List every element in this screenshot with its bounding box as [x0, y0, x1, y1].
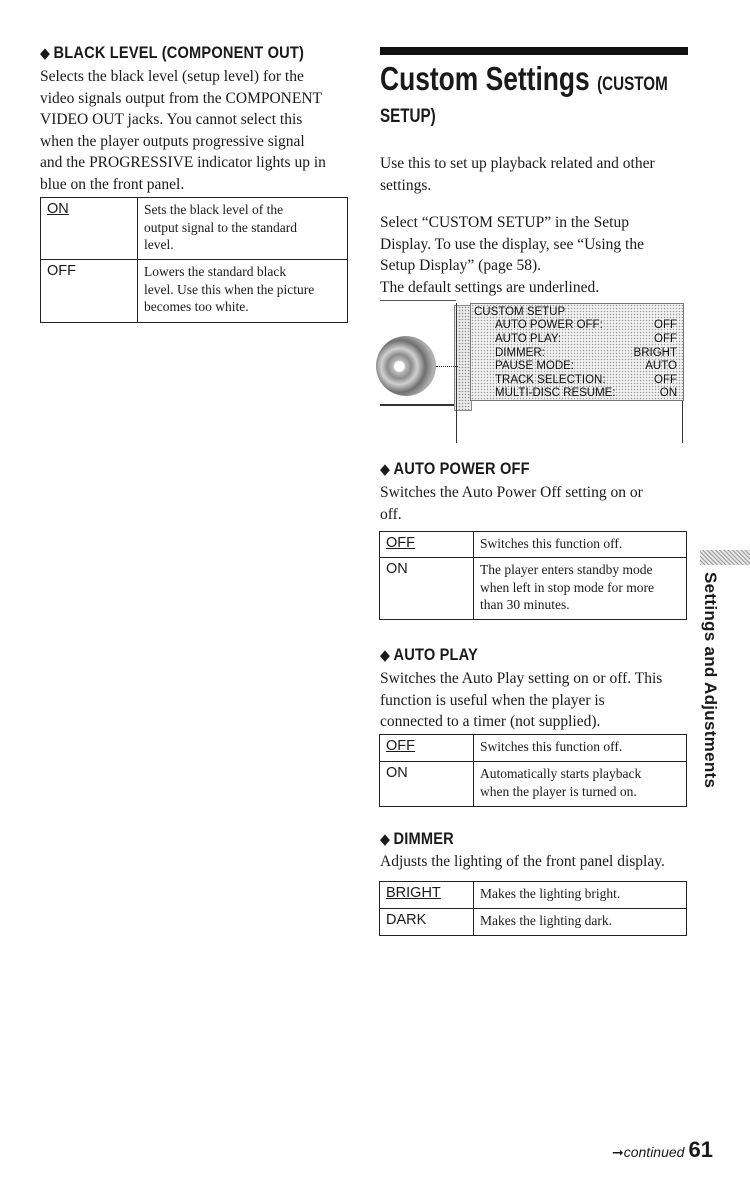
menu-item-label: AUTO PLAY: — [495, 333, 562, 345]
menu-item — [471, 347, 683, 360]
bullet-diamond-icon: ◆ — [40, 45, 51, 62]
page-title — [380, 60, 668, 98]
option-description — [138, 260, 348, 323]
text-line: function is useful when the player is — [380, 691, 605, 709]
side-tab-marker — [700, 550, 750, 565]
default-option: BRIGHT — [386, 885, 441, 901]
continued-arrow-icon: ➞ — [612, 1144, 624, 1160]
option-key: ON — [380, 762, 474, 807]
option-key — [380, 735, 474, 762]
auto-power-off-heading — [380, 459, 530, 479]
option-key: ON — [380, 558, 474, 620]
text-line: Switches the Auto Play setting on or off. This — [380, 670, 663, 687]
menu-item-value: OFF — [654, 374, 677, 386]
desc-line: becomes too white. — [144, 299, 249, 314]
page-subtitle: SETUP) — [380, 106, 436, 127]
auto-play-table — [379, 734, 687, 807]
auto-power-off-table — [379, 531, 687, 620]
text-line: VIDEO OUT jacks. You cannot select this — [40, 111, 303, 128]
text-line: Use this to set up playback related and other — [380, 155, 655, 172]
text-line: Switches the Auto Power Off setting on or — [380, 484, 643, 501]
menu-item-label: AUTO POWER OFF: — [495, 319, 603, 331]
auto-play-description — [380, 668, 710, 733]
side-tab-label: Settings and Adjustments — [701, 572, 720, 789]
table-row — [380, 762, 687, 807]
bullet-diamond-icon: ◆ — [380, 461, 391, 478]
text-line: The default settings are underlined. — [380, 278, 600, 296]
menu-item — [471, 319, 683, 332]
option-description — [474, 882, 687, 909]
menu-item-value: OFF — [654, 333, 677, 345]
option-key: DARK — [380, 909, 474, 936]
text-line: Adjusts the lighting of the front panel display. — [380, 853, 665, 870]
option-key — [41, 198, 138, 260]
black-level-description — [40, 66, 360, 195]
footer — [612, 1137, 713, 1163]
menu-item-value: OFF — [654, 319, 677, 331]
page-title-main: Custom Settings — [380, 60, 590, 97]
option-description — [474, 762, 687, 807]
auto-power-off-heading-text: AUTO POWER OFF — [393, 459, 530, 478]
divider — [380, 404, 456, 406]
option-description — [474, 735, 687, 762]
dimmer-description — [380, 851, 710, 873]
dimmer-table — [379, 881, 687, 936]
menu-header: CUSTOM SETUP — [474, 306, 566, 318]
menu-item-label: TRACK SELECTION: — [495, 374, 606, 386]
disc-icon — [365, 325, 447, 407]
divider — [380, 300, 456, 301]
auto-power-off-description — [380, 482, 700, 525]
desc-line: The player enters standby mode — [480, 562, 653, 577]
option-key — [380, 532, 474, 558]
bullet-diamond-icon: ◆ — [380, 647, 391, 664]
menu-item-value: BRIGHT — [633, 347, 677, 359]
continued-label: continued — [623, 1144, 685, 1160]
table-row — [380, 909, 687, 936]
custom-setup-menu — [470, 303, 684, 401]
option-key: OFF — [41, 260, 138, 323]
desc-line: level. — [144, 237, 174, 252]
desc-line: Switches this function off. — [480, 739, 623, 754]
desc-line: Lowers the standard black — [144, 264, 287, 279]
auto-play-heading — [380, 645, 478, 665]
desc-line: Automatically starts playback — [480, 766, 642, 781]
menu-item-label: DIMMER: — [495, 347, 545, 359]
page-number: 61 — [688, 1137, 713, 1162]
desc-line: level. Use this when the picture — [144, 281, 315, 297]
intro-paragraph — [380, 153, 700, 196]
desc-line: Makes the lighting dark. — [480, 913, 612, 928]
dimmer-heading-text: DIMMER — [393, 829, 454, 848]
text-line: Setup Display” (page 58). — [380, 257, 541, 274]
instruction-paragraph — [380, 212, 700, 298]
frame-left-line — [456, 303, 457, 443]
text-line: off. — [380, 505, 402, 523]
table-row — [380, 532, 687, 558]
desc-line: Switches this function off. — [480, 536, 623, 551]
menu-item-value: ON — [659, 387, 677, 399]
menu-item — [471, 360, 683, 373]
option-description — [138, 198, 348, 260]
text-line: connected to a timer (not supplied). — [380, 713, 601, 730]
text-line: video signals output from the COMPONENT — [40, 89, 322, 107]
option-description — [474, 558, 687, 620]
table-row — [41, 198, 348, 260]
bullet-diamond-icon: ◆ — [380, 831, 391, 848]
black-level-heading-text: BLACK LEVEL (COMPONENT OUT) — [53, 43, 305, 62]
menu-item-label: MULTI-DISC RESUME: — [495, 387, 616, 399]
desc-line: Sets the black level of the — [144, 202, 284, 217]
option-description — [474, 909, 687, 936]
menu-item-label: PAUSE MODE: — [495, 360, 575, 372]
default-option: OFF — [386, 535, 415, 551]
option-key — [380, 882, 474, 909]
option-description — [474, 532, 687, 558]
desc-line: when the player is turned on. — [480, 783, 637, 799]
menu-item — [471, 387, 683, 400]
menu-item-value: AUTO — [645, 360, 677, 372]
table-row — [380, 558, 687, 620]
text-line: blue on the front panel. — [40, 175, 185, 193]
text-line: Selects the black level (setup level) for the — [40, 68, 304, 85]
text-line: Select “CUSTOM SETUP” in the Setup — [380, 214, 629, 231]
desc-line: than 30 minutes. — [480, 597, 570, 612]
desc-line: Makes the lighting bright. — [480, 886, 621, 901]
leader-line — [436, 366, 458, 367]
table-row — [380, 882, 687, 909]
black-level-heading — [40, 43, 304, 63]
desc-line: output signal to the standard — [144, 219, 297, 235]
auto-play-heading-text: AUTO PLAY — [393, 645, 478, 664]
desc-line: when left in stop mode for more — [480, 579, 654, 595]
page-title-suffix: (CUSTOM — [597, 74, 668, 95]
section-rule — [380, 47, 688, 55]
table-row — [380, 735, 687, 762]
setup-display-illustration — [380, 300, 688, 445]
default-option: OFF — [386, 738, 415, 754]
menu-item — [471, 374, 683, 387]
text-line: and the PROGRESSIVE indicator lights up in — [40, 154, 326, 171]
dimmer-heading — [380, 829, 454, 849]
text-line: when the player outputs progressive signal — [40, 132, 305, 150]
text-line: settings. — [380, 176, 432, 194]
default-option: ON — [47, 201, 69, 217]
black-level-table — [40, 197, 348, 323]
menu-item — [471, 333, 683, 346]
table-row — [41, 260, 348, 323]
text-line: Display. To use the display, see “Using the — [380, 235, 644, 253]
